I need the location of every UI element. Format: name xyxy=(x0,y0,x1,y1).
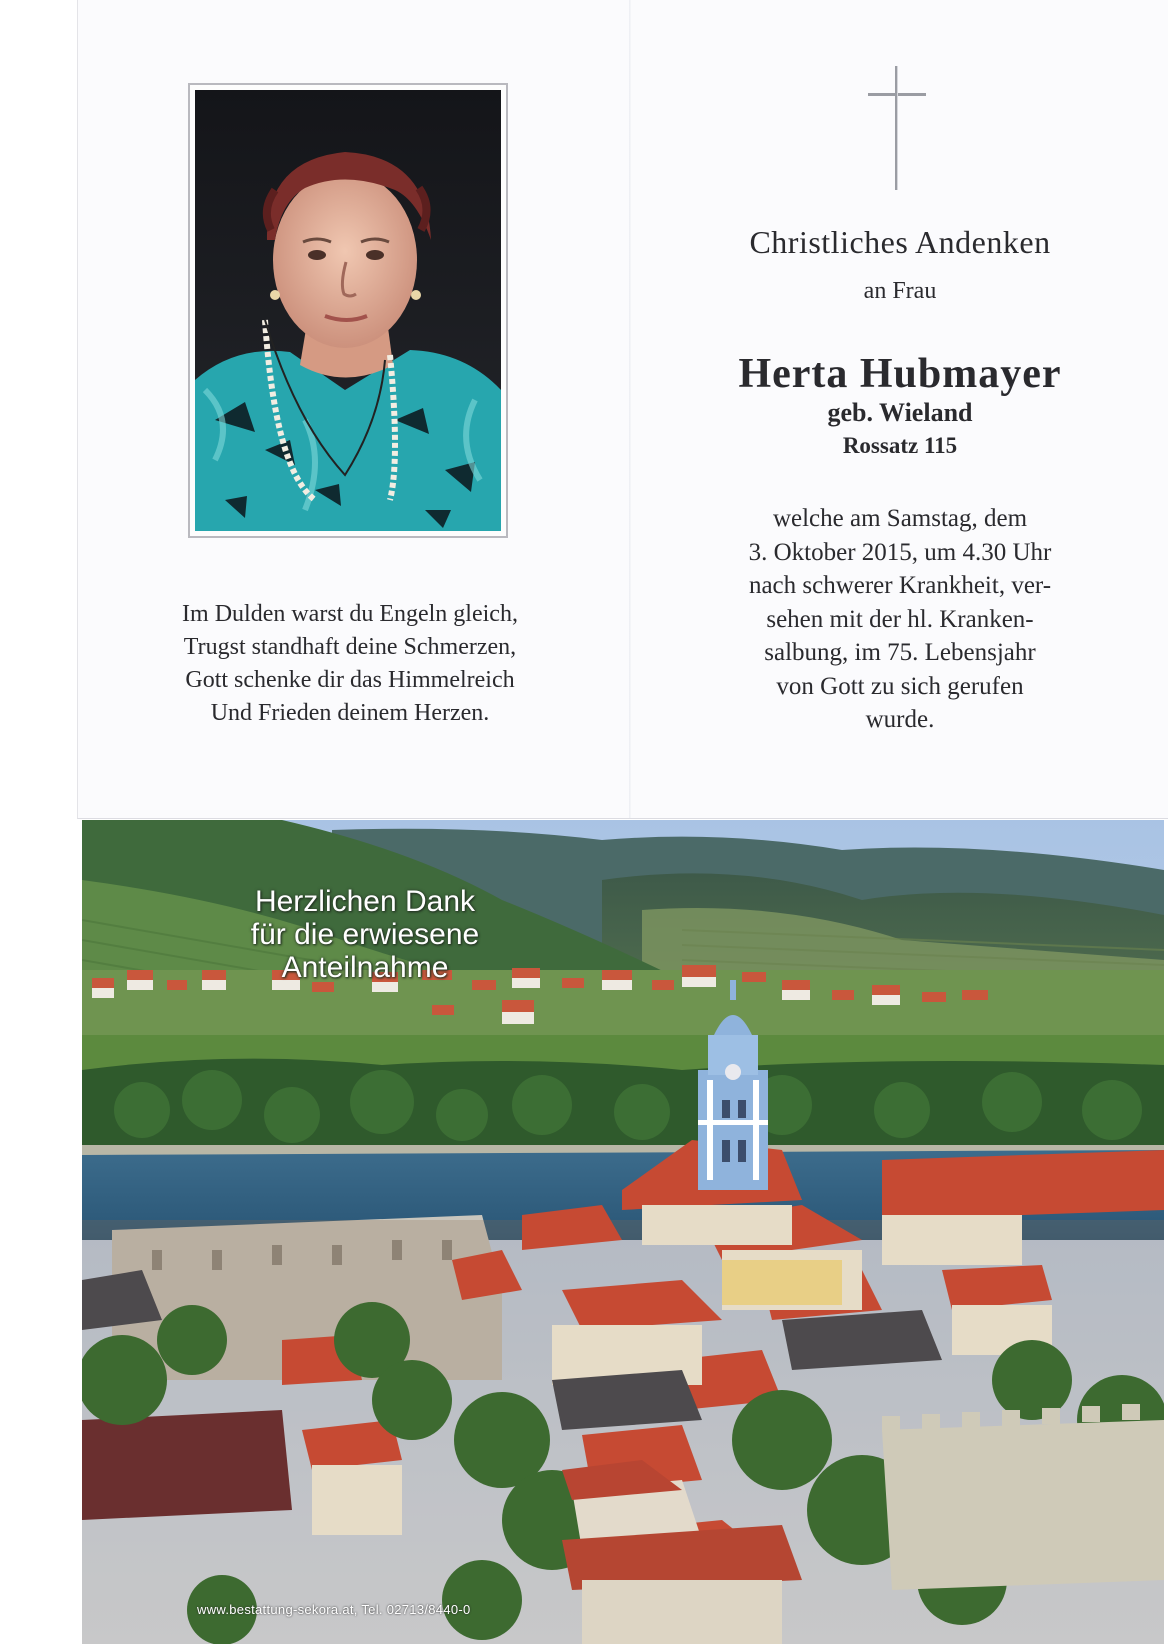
notice-line: nach schwerer Krankheit, ver- xyxy=(748,572,1052,599)
notice-line: salbung, im 75. Lebensjahr xyxy=(764,639,1036,666)
funeral-home-contact: www.bestattung-sekora.at, Tel. 02713/8440-0 xyxy=(197,1602,471,1617)
card-heading: Christliches Andenken xyxy=(749,224,1051,260)
salutation: an Frau xyxy=(863,278,937,304)
portrait-frame xyxy=(188,83,508,538)
poem-line: Und Frieden deinem Herzen. xyxy=(210,700,490,726)
card-fold-line xyxy=(629,0,631,818)
thanks-line: für die erwiesene xyxy=(250,918,480,951)
portrait-illustration xyxy=(195,90,501,531)
deceased-name: Herta Hubmayer xyxy=(738,351,1062,397)
notice-line: sehen mit der hl. Kranken- xyxy=(766,605,1034,633)
notice-line: wurde. xyxy=(865,706,935,733)
thanks-line: Anteilnahme xyxy=(281,951,449,984)
notice-line: von Gott zu sich gerufen xyxy=(776,672,1024,700)
poem-line: Im Dulden warst du Engeln gleich, xyxy=(182,601,518,627)
portrait-photo xyxy=(195,90,501,531)
address: Rossatz 115 xyxy=(842,433,958,458)
notice-line: welche am Samstag, dem xyxy=(772,505,1028,532)
memorial-poem xyxy=(100,598,600,730)
death-notice xyxy=(680,502,1120,737)
thanks-line: Herzlichen Dank xyxy=(254,885,476,918)
maiden-name: geb. Wieland xyxy=(827,398,973,427)
poem-line: Trugst standhaft deine Schmerzen, xyxy=(183,634,517,660)
notice-line: 3. Oktober 2015, um 4.30 Uhr xyxy=(748,538,1052,566)
poem-line: Gott schenke dir das Himmelreich xyxy=(185,667,515,693)
cross-icon xyxy=(868,66,926,190)
thank-you-message xyxy=(215,885,515,984)
